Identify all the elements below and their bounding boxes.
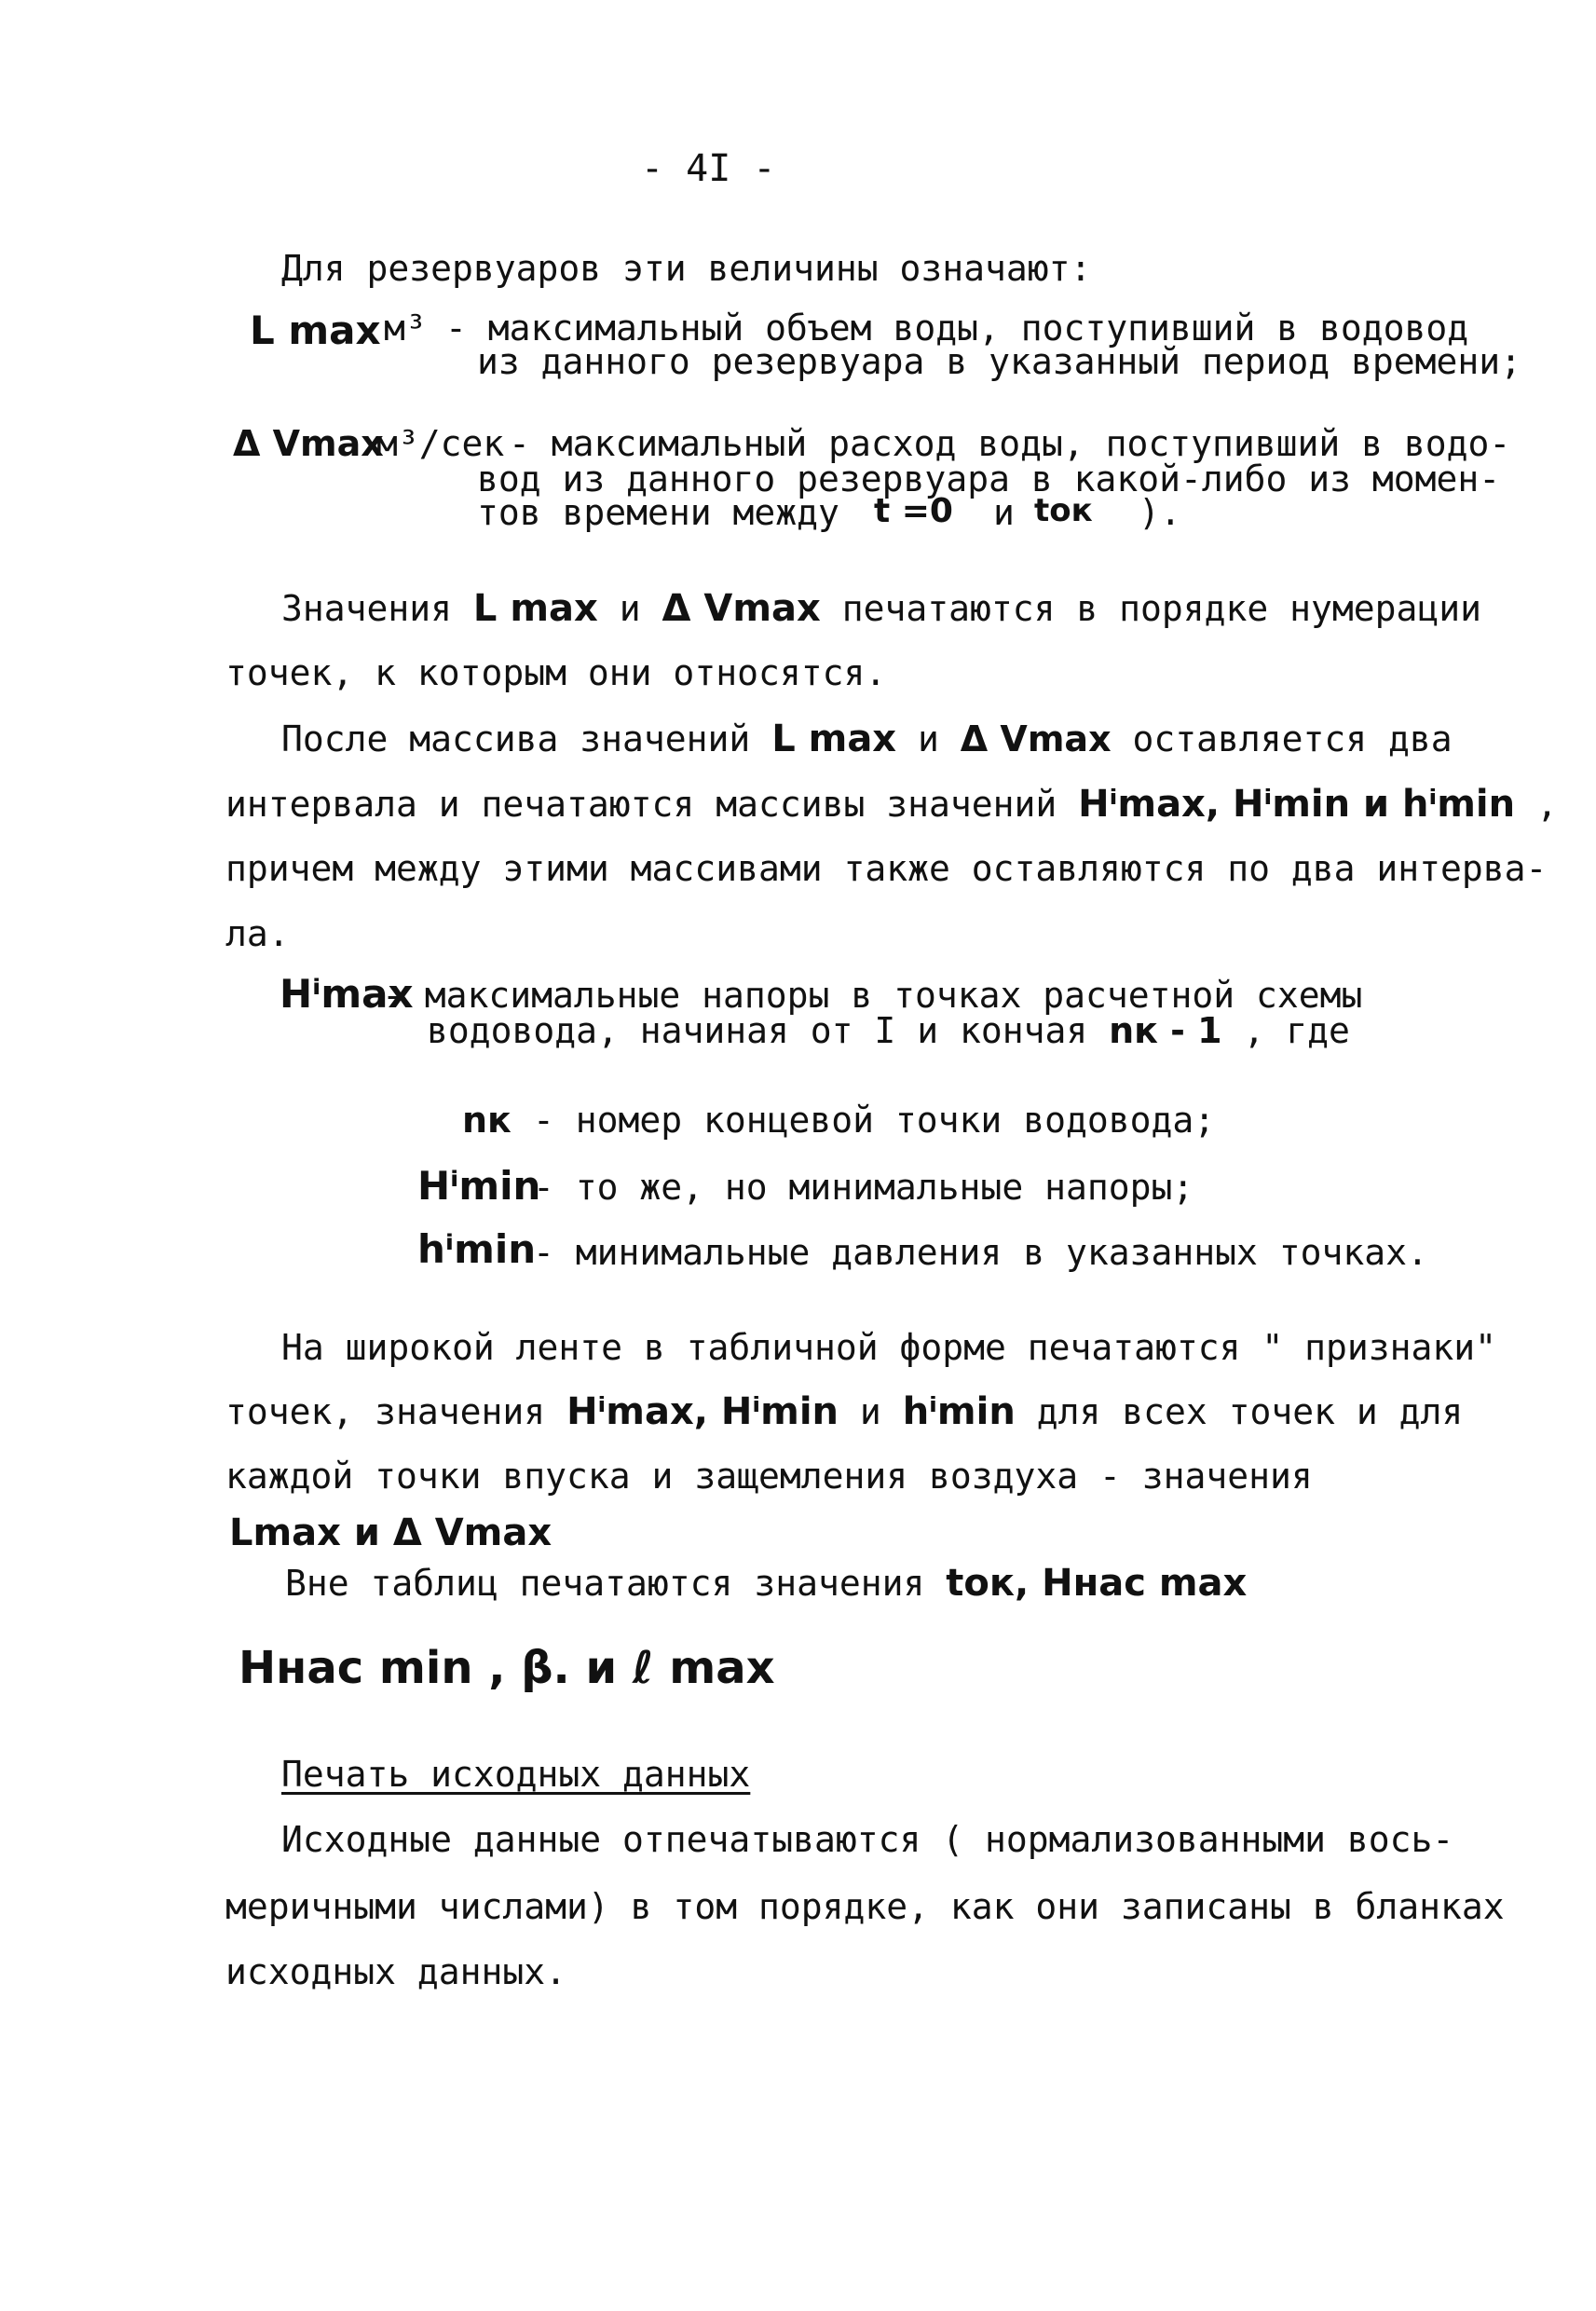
para3-line2-symbols: Hⁱmax, Hⁱmin	[566, 1390, 839, 1433]
para2-line1	[281, 718, 1453, 760]
def-dvmax-and: и	[993, 492, 1015, 533]
para1-line2: точек, к которым они относятся.	[225, 652, 887, 693]
def-dvmax-unit: м³/сек	[376, 423, 505, 464]
para3-line2-a: точек, значения	[225, 1391, 546, 1432]
page-number: - 4I -	[641, 147, 776, 190]
def-dvmax-tok: tок	[1034, 492, 1093, 529]
para2-line2-comma: ,	[1535, 784, 1558, 825]
def-list-hmin-lower-symbol: hⁱmin	[417, 1226, 537, 1272]
intro-line: Для резервуаров эти величины означают:	[281, 248, 1092, 289]
para3-line2-symbol2: hⁱmin	[902, 1390, 1016, 1433]
def-hmax-line2-a: водовода, начиная от I и кончая	[427, 1010, 1088, 1051]
def-dvmax-t0: t =0	[874, 492, 953, 530]
para5-line2: меричными числами) в том порядке, как они записаны в бланках	[225, 1886, 1505, 1927]
para3-line4: Lmax и Δ Vmax	[229, 1511, 552, 1554]
para4-line1	[285, 1562, 1247, 1605]
para3-line2-b: и	[859, 1391, 881, 1432]
def-dvmax-close: ).	[1139, 492, 1181, 533]
para2-text-a: После массива значений	[281, 718, 751, 759]
para3-line2	[225, 1390, 1463, 1433]
para1-line1	[281, 587, 1481, 630]
para1-text-b: и	[619, 588, 641, 629]
para2-line3: причем между этими массивами также оставляются по два интерва-	[225, 848, 1548, 889]
def-lmax-symbol: L max	[250, 308, 381, 353]
def-hmax-symbol: Hⁱmax	[280, 971, 414, 1017]
para5-line1: Исходные данные отпечатываются ( нормализованными вось-	[281, 1819, 1454, 1860]
def-hmax-line1: - максимальные напоры в точках расчетной схемы	[382, 975, 1363, 1016]
para2-text-c: оставляется два	[1132, 718, 1453, 759]
para1-text-a: Значения	[281, 588, 453, 629]
para2-line4: ла.	[225, 913, 290, 954]
def-lmax-line1: - максимальный объем воды, поступивший в водовод	[445, 308, 1469, 349]
para2-dvmax: Δ Vmax	[960, 718, 1112, 759]
def-lmax-unit: м³	[384, 308, 427, 349]
def-list-hmin-text: - то же, но минимальные напоры;	[533, 1167, 1194, 1208]
para2-text-b: и	[918, 718, 939, 759]
def-dvmax-line1: - максимальный расход воды, поступивший в водо-	[509, 423, 1511, 464]
def-hmax-line2-b: , где	[1243, 1010, 1350, 1051]
def-dvmax-line3: тов времени между	[477, 492, 839, 533]
def-hmax-line2	[427, 1010, 1350, 1051]
para3-line1: На широкой ленте в табличной форме печатаются " признаки"	[281, 1327, 1497, 1368]
def-list-nk-symbol: nк	[462, 1100, 512, 1141]
para3-line2-c: для всех точек и для	[1036, 1391, 1464, 1432]
para2-line2-text: интервала и печатаются массивы значений	[225, 784, 1057, 825]
def-dvmax-line2: вод из данного резервуара в какой-либо из момен-	[477, 458, 1501, 499]
def-list-nk-text: - номер концевой точки водовода;	[533, 1100, 1216, 1141]
para1-text-c: печатаются в порядке нумерации	[841, 588, 1482, 629]
para4-line1-symbols: tок, Hнас max	[946, 1562, 1248, 1605]
def-hmax-nk: nк - 1	[1109, 1010, 1222, 1051]
para4-line1-a: Вне таблиц печатаются значения	[285, 1563, 925, 1604]
para2-line2-symbols: Hⁱmax, Hⁱmin и hⁱmin	[1078, 783, 1516, 826]
def-list-hmin-symbol: Hⁱmin	[417, 1163, 541, 1209]
def-lmax-line2: из данного резервуара в указанный период времени;	[477, 341, 1522, 382]
def-list-hmin-lower-text: - минимальные давления в указанных точках.	[533, 1232, 1428, 1273]
para5-line3: исходных данных.	[225, 1951, 567, 1992]
def-dvmax-symbol: Δ Vmax	[233, 423, 384, 464]
para2-lmax: L max	[771, 718, 897, 760]
section-title: Печать исходных данных	[281, 1754, 751, 1795]
para1-dvmax: Δ Vmax	[662, 587, 821, 630]
para1-lmax: L max	[472, 587, 598, 630]
para2-line2	[225, 783, 1558, 826]
para4-line2: Hнас min , β. и ℓ max	[239, 1642, 775, 1694]
para3-line3: каждой точки впуска и защемления воздуха - значения	[225, 1456, 1313, 1497]
